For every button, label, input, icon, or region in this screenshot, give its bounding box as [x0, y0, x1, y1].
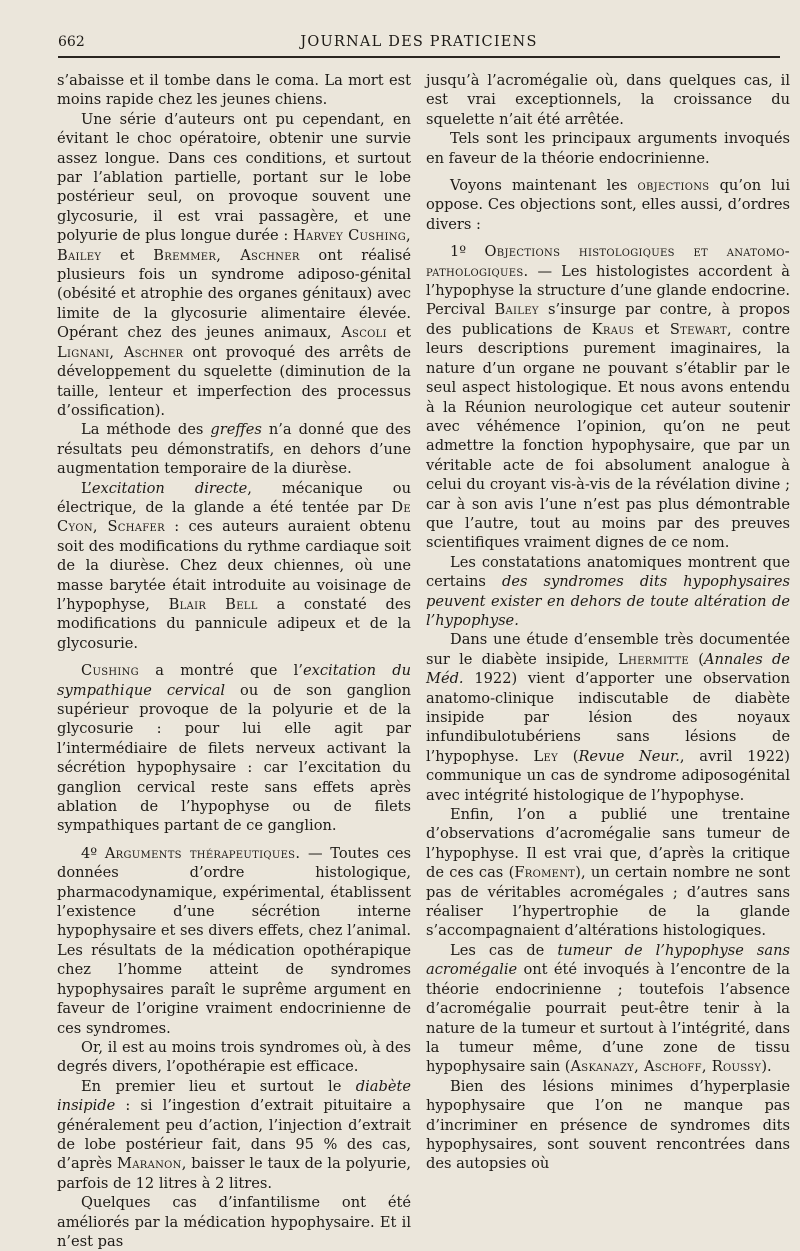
paragraph: Dans une étude d’ensemble très documentée sur le diabète insipide, Lhermitte (Annales de Méd. 1922) vient d’apporter une observation anatomo-clinique indiscutable de diabète insipide par lésion des noyaux infundibulotubériens sans lésions de l’hypophyse. Ley (Revue Neur., avril 1922) communique un cas de syndrome adiposogénital avec intégrité histologique de l’hypophyse. [426, 631, 790, 804]
section-paragraph: 4º Arguments thérapeutiques. — Toutes ces données d’ordre histologique, pharmacodynamique, expérimental, établissent l’existence d’une sécrétion interne hypophysaire et ses divers effets, chez l’animal. Les résultats de la médication opothérapique chez l’homme atteint de syndromes hypophysaires paraît le suprême argument en faveur de l’origine vraiment endocrinienne de ces syndromes. [57, 844, 411, 1037]
paragraph: L’excitation directe, mécanique ou électrique, de la glande a été tentée par De Cyon, Schafer : ces auteurs auraient obtenu soit des modifications du rythme cardiaque soit de la diurèse. Chez deux chiennes, où une masse barytée était introduite au voisinage de l’hypophyse, Blair Bell a constaté des modifications du pannicule adipeux et de la glycosurie. [57, 479, 412, 652]
author-name: Ascoli [341, 324, 387, 342]
paragraph: Les cas de tumeur de l’hypophyse sans acromégalie ont été invoqués à l’encontre de la théorie endocrinienne ; toutefois l’absence d’acromégalie pourrait peut-être tenir à la nature de la tumeur et surtout à l’intégrité, dans la tumeur même, d’une zone de tissu hypophysaire sain (Askanazy, Aschoff, Roussy). [426, 941, 791, 1076]
paragraph: La méthode des greffes n’a donné que des résultats peu démonstratifs, en dehors d’une augmentation temporaire de la diurèse. [57, 421, 412, 478]
author-name: Lhermitte [618, 650, 690, 668]
author-name: Cushing [81, 662, 139, 680]
paragraph: Cushing a montré que l’excitation du sympathique cervical ou de son ganglion supérieur provoque de la polyurie et de la glycosurie : pour lui elle agit par l’intermédiaire de filets nerveux activant la sécrétion hypophysaire : car l’excitation du ganglion cervical reste sans effets après ablation de l’hypophyse ou de filets sympathiques partant de ce ganglion. [57, 662, 411, 835]
paragraph: Les constatations anatomiques montrent que certains des syndromes dits hypophysaires peuvent exister en dehors de toute altération de l’hypophyse. [426, 553, 791, 629]
paragraph: Or, il est au moins trois syndromes où, à des degrés divers, l’opothérapie est efficace. [57, 1038, 411, 1076]
paragraph: Enfin, l’on a publié une trentaine d’observations d’acromégalie sans tumeur de l’hypophyse. Il est vrai que, d’après la critique de ces cas (Froment), un certain nombre ne sont pas de véritables acromégales ; d’autres sans réaliser l’hypertrophie de la glande s’accompagnaient d’altérations histologiques. [426, 806, 790, 940]
section-paragraph: 1º Objections histologiques et anatomo-pathologiques. — Les histologistes accordent à l’hypophyse la structure d’une glande endocrine. Percival Bailey s’insurge par contre, à propos des publications de Kraus et Stewart, contre leurs descriptions purement imaginaires, la nature d’un organe ne pouvant s’établir par le seul aspect histologique. Et nous avons entendu à la Réunion neurologique cet auteur soutenir avec véhémence l’opinion, qu’on ne peut admettre la fonction hypophysaire, que par un véritable acte de foi absolument analogue à celui du croyant vis-à-vis de la révélation divine ; car à son avis l’une n’est pas plus démontrable que l’autre, tout au moins par des preuves scientifiques vraiment dignes de ce nom. [426, 243, 790, 552]
author-name: De Cyon, Schafer [57, 498, 411, 536]
right-column [426, 71, 791, 1173]
author-name: Froment [514, 864, 576, 882]
section-heading: Arguments thérapeutiques. [104, 844, 301, 862]
author-name: Harvey Cushing, Bailey [57, 227, 411, 264]
author-name: Askanazy, Aschoff, Roussy [570, 1058, 762, 1076]
paragraph: Quelques cas d’infantilisme ont été améliorés par la médication hypophysaire. Et il n’est pas [57, 1194, 411, 1250]
paragraph: jusqu’à l’acromégalie où, dans quelques cas, il est vrai exceptionnels, la croissance du squelette n’ait été arrêtée. [426, 72, 790, 128]
author-name: Kraus [591, 320, 635, 338]
paragraph: s’abaisse et il tombe dans le coma. La mort est moins rapide chez les jeunes chiens. [57, 72, 411, 109]
paragraph: En premier lieu et surtout le diabète insipide : si l’ingestion d’extrait pituitaire a généralement peu d’action, l’injection d’extrait de lobe postérieur fait, dans 95 % des cas, d’après Maranon, baisser le taux de la polyurie, parfois de 12 litres à 2 litres. [57, 1077, 411, 1192]
page-header [58, 32, 780, 58]
paragraph: Voyons maintenant les objections qu’on lui oppose. Ces objections sont, elles aussi, d’ordres divers : [426, 177, 791, 233]
paragraph: Bien des lésions minimes d’hyperplasie hypophysaire que l’on ne manque pas d’incriminer en présence de syndromes dits hypophysaires, sont souvent rencontrées dans des autopsies où [426, 1077, 790, 1173]
author-name: Maranon [116, 1155, 182, 1173]
page-number: 662 [58, 34, 85, 50]
author-name: Bremmer, Aschner [153, 246, 300, 264]
left-column [57, 71, 412, 1250]
section-heading: Objections histologiques et anatomo-pathologiques. [426, 243, 790, 280]
paragraph: Une série d’auteurs ont pu cependant, en évitant le choc opératoire, obtenir une survie assez longue. Dans ces conditions, et surtout par l’ablation partielle, portant sur le lobe postérieur seul, on provoque souvent une glycosurie, il est vrai passagère, et une polyurie de plus longue durée : Harvey Cushing, Bailey et Bremmer, Aschner ont réalisé plusieurs fois un syndrome adiposo-génital (obésité et atrophie des organes génitaux) avec limite de la glycosurie alimentaire élevée. Opérant chez des jeunes animaux, Ascoli et Lignani, Aschner ont provoqué des arrêts de développement du squelette (diminution de la taille, lenteur et imperfection des processus d’ossification). [57, 110, 412, 419]
author-name: Stewart [669, 320, 727, 338]
author-name: Blair Bell [168, 595, 258, 613]
running-head: JOURNAL DES PRATICIENS [300, 34, 538, 50]
author-name: Bailey [494, 301, 539, 319]
author-name: Ley [533, 747, 559, 765]
paragraph: Tels sont les principaux arguments invoqués en faveur de la théorie endocrinienne. [426, 130, 790, 167]
author-name: Lignani, Aschner [57, 343, 184, 361]
